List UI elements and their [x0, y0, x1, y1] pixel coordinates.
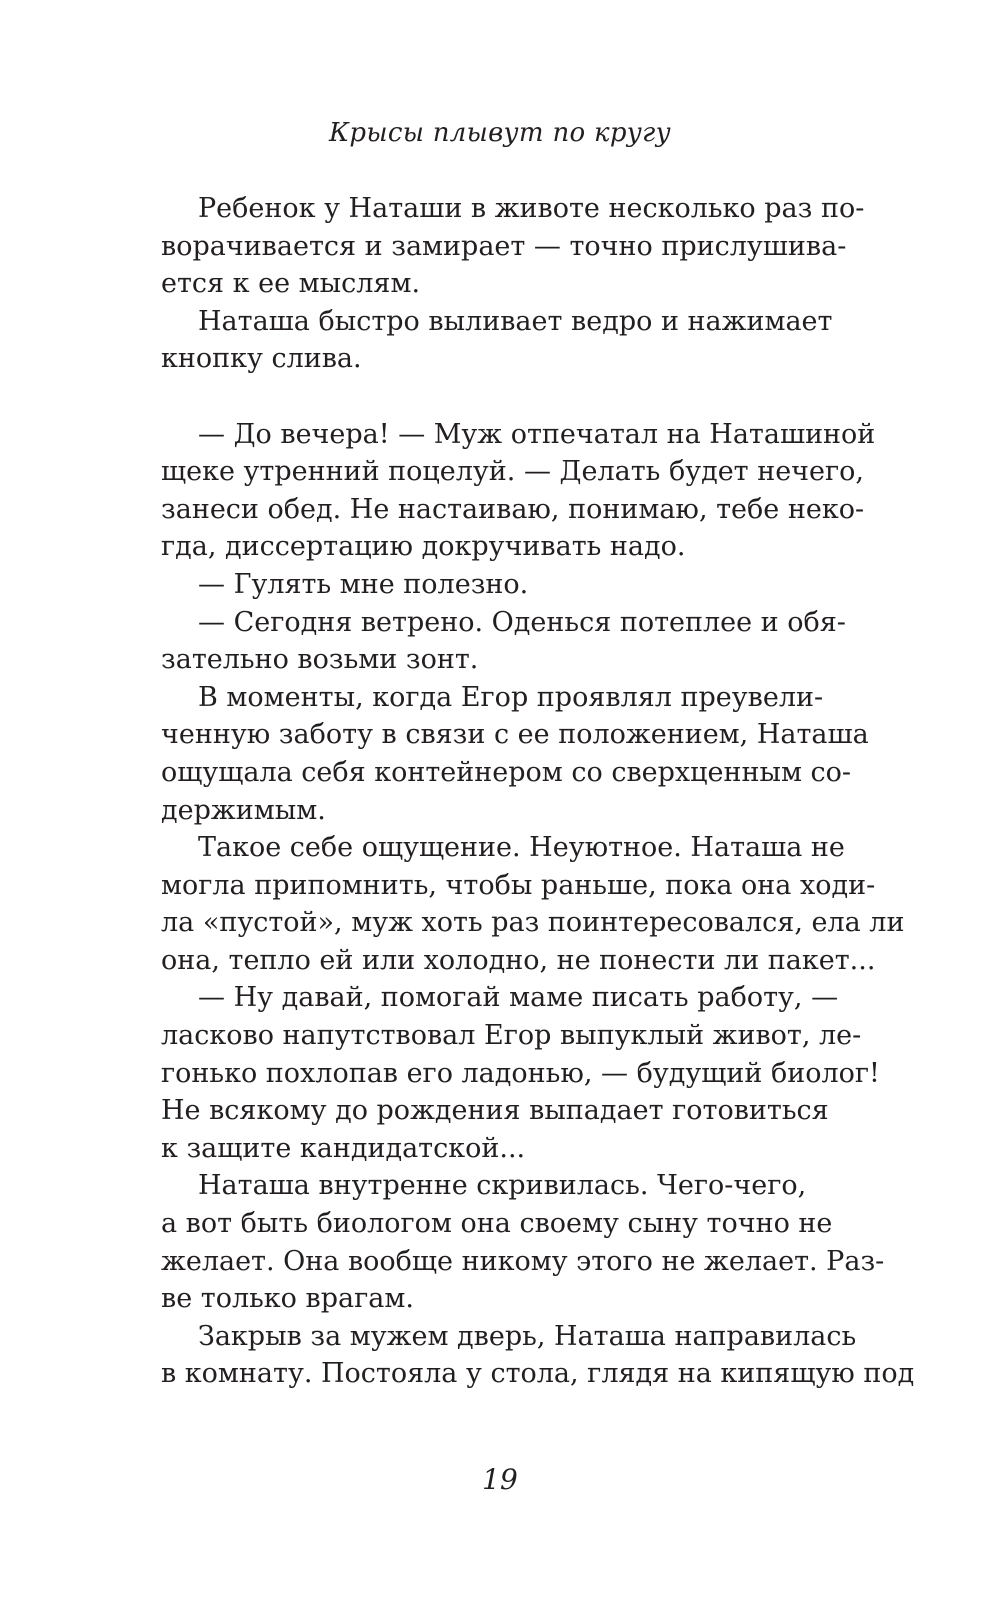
- paragraph: [124, 979, 880, 1167]
- text-line: ласково напутствовал Егор выпуклый живот, ле-: [161, 1020, 862, 1052]
- text-line: занеси обед. Не настаиваю, понимаю, тебе неко-: [161, 493, 865, 525]
- paragraph: [124, 190, 865, 303]
- text-line: желает. Она вообще никому этого не желает. Раз-: [161, 1245, 885, 1277]
- text-line: Закрыв за мужем дверь, Наташа направилась: [198, 1320, 857, 1352]
- section-break: [124, 378, 799, 416]
- text-line: Такое себе ощущение. Неуютное. Наташа не: [198, 832, 845, 864]
- text-line: к защите кандидатской...: [161, 1132, 526, 1164]
- paragraph: [124, 679, 869, 829]
- text-line: ве только врагам.: [161, 1283, 414, 1315]
- text-line: — Ну давай, помогай маме писать работу, —: [198, 982, 839, 1014]
- paragraph: [124, 1318, 915, 1393]
- page-number: 19: [482, 1463, 518, 1496]
- text-line: гда, диссертацию докручивать надо.: [161, 531, 686, 563]
- text-line: В моменты, когда Егор проявлял преувели-: [198, 681, 824, 713]
- text-line: ворачивается и замирает — точно прислушива-: [161, 230, 847, 262]
- text-line: зательно возьми зонт.: [161, 644, 479, 676]
- text-line: гонько похлопав его ладонью, — будущий биолог!: [161, 1057, 880, 1089]
- text-line: ется к ее мыслям.: [161, 268, 421, 300]
- paragraph: [124, 829, 905, 979]
- text-line: Наташа внутренне скривилась. Чего-чего,: [198, 1170, 807, 1202]
- paragraph: [124, 416, 876, 566]
- text-line: щеке утренний поцелуй. — Делать будет нечего,: [161, 456, 864, 488]
- text-line: держимым.: [161, 794, 326, 826]
- text-line: Наташа быстро выливает ведро и нажимает: [198, 305, 833, 337]
- text-line: в комнату. Постояла у стола, глядя на кипящую под: [161, 1358, 915, 1390]
- text-line: ощущала себя контейнером со сверхценным со-: [161, 756, 852, 788]
- text-line: Ребенок у Наташи в животе несколько раз по-: [198, 193, 865, 224]
- paragraph: [124, 303, 833, 378]
- text-line: могла припомнить, чтобы раньше, пока она ходи-: [161, 869, 876, 901]
- text-line: — Сегодня ветрено. Оденься потеплее и обя-: [198, 606, 846, 638]
- text-line: ченную заботу в связи с ее положением, Наташа: [161, 719, 869, 751]
- text-line: а вот быть биологом она своему сыну точно не: [161, 1208, 833, 1240]
- text-line: ла «пустой», муж хоть раз поинтересовался, ела ли: [161, 907, 905, 939]
- running-header: Крысы плывут по кругу: [329, 118, 671, 148]
- paragraph: [124, 1167, 885, 1317]
- paragraph: [124, 604, 846, 679]
- body-text: [124, 190, 915, 1393]
- text-line: — До вечера! — Муж отпечатал на Наташиной: [198, 418, 876, 450]
- paragraph: [124, 566, 799, 604]
- text-line: Не всякому до рождения выпадает готовиться: [161, 1095, 829, 1127]
- text-line: кнопку слива.: [161, 343, 362, 375]
- text-line: она, тепло ей или холодно, не понести ли пакет...: [161, 944, 876, 976]
- text-line: — Гулять мне полезно.: [198, 568, 529, 600]
